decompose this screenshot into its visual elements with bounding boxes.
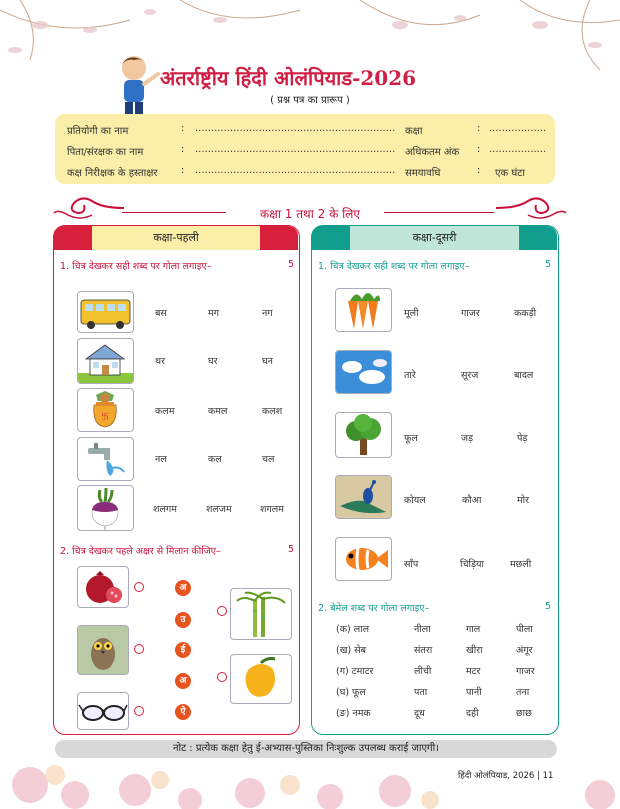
tree-icon xyxy=(336,413,391,457)
question-marks: 5 xyxy=(288,259,295,270)
info-colon: : xyxy=(477,123,481,134)
tap-icon xyxy=(78,438,133,480)
option-word[interactable]: मोर xyxy=(517,495,530,506)
swirl-ornament-right-icon xyxy=(494,195,568,221)
max-marks-field[interactable]: .................. xyxy=(489,144,547,155)
class-one-question-2: 2. चित्र देखकर पहले अक्षर से मिलान कीजिए– xyxy=(60,546,221,557)
option-word[interactable]: पीला xyxy=(516,624,533,635)
option-word[interactable]: संतरा xyxy=(414,645,433,656)
svg-text:卐: 卐 xyxy=(101,412,109,421)
turnip-picture xyxy=(77,485,134,531)
option-word[interactable]: फूल xyxy=(404,433,418,444)
option-word[interactable]: साँप xyxy=(404,559,419,570)
option-word[interactable]: शलगम xyxy=(153,504,177,515)
option-word[interactable]: बस xyxy=(155,308,167,319)
kalash-icon xyxy=(78,389,133,431)
owl-picture xyxy=(77,625,129,675)
option-word[interactable]: बादल xyxy=(514,370,534,381)
class-two-question-2: 2. बेमेल शब्द पर गोला लगाइए– xyxy=(318,603,430,614)
duration-value: एक घंटा xyxy=(495,168,525,179)
question-marks: 5 xyxy=(545,601,552,612)
info-colon: : xyxy=(181,165,185,176)
match-circle[interactable] xyxy=(217,606,227,616)
fish-picture xyxy=(335,537,392,581)
peacock-picture xyxy=(335,475,392,519)
letter-bubble[interactable]: उ xyxy=(175,612,191,628)
odd-word-row-label[interactable]: (ङ) नमक xyxy=(336,708,371,719)
option-word[interactable]: अंगूर xyxy=(516,645,533,656)
option-word[interactable]: नीला xyxy=(414,624,431,635)
guardian-name-field[interactable]: ............................................................... xyxy=(195,144,396,155)
option-word[interactable]: कलम xyxy=(155,406,175,417)
house-icon xyxy=(78,339,133,383)
invigilator-signature-field[interactable]: ............................................................... xyxy=(195,165,396,176)
option-word[interactable]: छाछ xyxy=(516,708,532,719)
mango-icon xyxy=(231,655,291,703)
option-word[interactable]: गाजर xyxy=(461,308,480,319)
match-circle[interactable] xyxy=(217,672,227,682)
option-word[interactable]: शलजम xyxy=(206,504,232,515)
option-word[interactable]: मूली xyxy=(404,308,419,319)
mango-picture xyxy=(230,654,292,704)
option-word[interactable]: लीची xyxy=(414,666,432,677)
sugarcane-icon xyxy=(231,589,291,639)
info-colon: : xyxy=(477,144,481,155)
candidate-name-label: प्रतियोगी का नाम xyxy=(67,126,129,137)
option-word[interactable]: पानी xyxy=(466,687,482,698)
option-word[interactable]: कौआ xyxy=(462,495,482,506)
option-word[interactable]: घन xyxy=(262,356,273,367)
bus-picture xyxy=(77,291,134,333)
option-word[interactable]: चिड़िया xyxy=(460,559,485,570)
option-word[interactable]: मछली xyxy=(510,559,532,570)
option-word[interactable]: शगलम xyxy=(260,504,284,515)
bus-icon xyxy=(78,292,133,332)
class-two-question-1: 1. चित्र देखकर सही शब्द पर गोला लगाइए– xyxy=(318,261,470,272)
info-colon: : xyxy=(181,144,185,155)
option-word[interactable]: कलश xyxy=(262,406,283,417)
option-word[interactable]: सूरज xyxy=(461,370,479,381)
match-circle[interactable] xyxy=(134,644,144,654)
divider-line xyxy=(384,212,494,213)
tap-picture xyxy=(77,437,134,481)
house-picture xyxy=(77,338,134,384)
match-circle[interactable] xyxy=(134,582,144,592)
boy-mascot-icon xyxy=(110,52,162,118)
option-word[interactable]: ककड़ी xyxy=(514,308,537,319)
note-banner: नोट : प्रत्येक कक्षा हेतु ई-अभ्यास-पुस्तिका निःशुल्क उपलब्ध कराई जाएगी। xyxy=(55,740,557,758)
option-word[interactable]: जड़ xyxy=(461,433,474,444)
peacock-icon xyxy=(336,476,391,518)
option-word[interactable]: घर xyxy=(208,356,218,367)
option-word[interactable]: थर xyxy=(155,356,165,367)
option-word[interactable]: खीरा xyxy=(466,645,483,656)
class-one-question-1: 1. चित्र देखकर सही शब्द पर गोला लगाइए– xyxy=(60,261,212,272)
class-two-tab xyxy=(312,226,557,250)
letter-bubble[interactable]: अ xyxy=(175,673,191,689)
clouds-picture xyxy=(335,350,392,394)
page-title: अंतर्राष्ट्रीय हिंदी ओलंपियाड-2026 xyxy=(160,66,417,90)
candidate-name-field[interactable]: ............................................................... xyxy=(195,123,396,134)
page-subtitle: ( प्रश्न पत्र का प्रारूप ) xyxy=(270,95,350,106)
option-word[interactable]: नल xyxy=(155,454,167,465)
option-word[interactable]: मटर xyxy=(466,666,481,677)
class-one-tab-label: कक्षा-पहली xyxy=(153,231,199,244)
question-marks: 5 xyxy=(545,259,552,270)
pomegranate-picture xyxy=(77,566,129,608)
class-heading: कक्षा 1 तथा 2 के लिए xyxy=(260,207,360,221)
option-word[interactable]: तारे xyxy=(404,370,416,381)
info-colon: : xyxy=(181,123,185,134)
option-word[interactable]: कोयल xyxy=(404,495,426,506)
odd-word-row-label[interactable]: (ग) टमाटर xyxy=(336,666,374,677)
class-two-tab-label: कक्षा-दूसरी xyxy=(412,231,457,244)
fish-icon xyxy=(336,538,391,580)
option-word[interactable]: कमल xyxy=(208,406,228,417)
spectacles-picture xyxy=(77,692,129,730)
max-marks-label: अधिकतम अंक xyxy=(405,147,460,158)
guardian-name-label: पिता/संरक्षक का नाम xyxy=(67,147,144,158)
option-word[interactable]: पेड़ xyxy=(517,433,528,444)
class-field[interactable]: .................. xyxy=(489,123,547,134)
floral-decoration-top xyxy=(0,0,620,70)
sugarcane-picture xyxy=(230,588,292,640)
option-word[interactable]: नग xyxy=(262,308,273,319)
option-word[interactable]: दही xyxy=(466,708,479,719)
option-word[interactable]: चल xyxy=(262,454,275,465)
carrot-icon xyxy=(336,289,391,331)
odd-word-row-label[interactable]: (घ) फूल xyxy=(336,687,366,698)
clouds-icon xyxy=(336,351,391,393)
letter-bubble[interactable]: ई xyxy=(175,642,191,658)
page-footer: हिंदी ओलंपियाड, 2026 | 11 xyxy=(458,771,554,781)
tree-picture xyxy=(335,412,392,458)
option-word[interactable]: मग xyxy=(208,308,220,319)
letter-bubble[interactable]: ऐ xyxy=(175,704,191,720)
class-one-tab xyxy=(54,226,298,250)
duration-label: समयावधि xyxy=(405,168,441,179)
pomegranate-icon xyxy=(78,567,128,607)
option-word[interactable]: गाल xyxy=(466,624,481,635)
option-word[interactable]: तना xyxy=(516,687,530,698)
spectacles-icon xyxy=(78,693,128,729)
candidate-info-box xyxy=(55,114,555,184)
class-label: कक्षा xyxy=(405,126,423,137)
odd-word-row-label[interactable]: (क) लाल xyxy=(336,624,370,635)
option-word[interactable]: कल xyxy=(208,454,222,465)
turnip-icon xyxy=(78,486,133,530)
option-word[interactable]: पता xyxy=(414,687,428,698)
invigilator-signature-label: कक्ष निरीक्षक के हस्ताक्षर xyxy=(67,168,158,179)
option-word[interactable]: दूध xyxy=(414,708,425,719)
owl-icon xyxy=(78,626,128,674)
match-circle[interactable] xyxy=(134,706,144,716)
letter-bubble[interactable]: अ xyxy=(175,580,191,596)
kalash-picture xyxy=(77,388,134,432)
carrot-picture xyxy=(335,288,392,332)
info-colon: : xyxy=(477,165,481,176)
odd-word-row-label[interactable]: (ख) सेब xyxy=(336,645,367,656)
question-marks: 5 xyxy=(288,544,295,555)
option-word[interactable]: गाजर xyxy=(516,666,535,677)
